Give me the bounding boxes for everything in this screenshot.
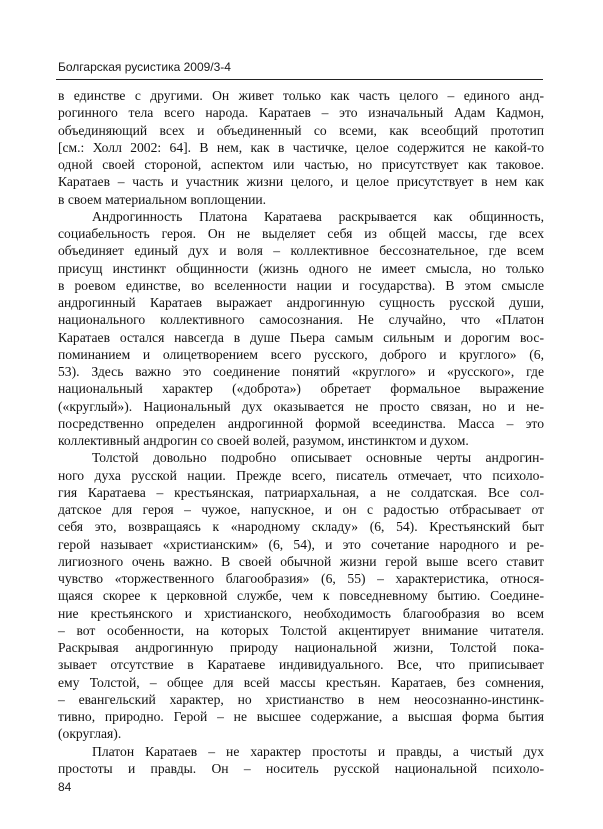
text-line: («круглый»). Национальный дух оказывается не просто связан, но и не- [58, 398, 544, 414]
text-line: щаяся скорее к церковной службе, чем к повседневному бытию. Соедине- [58, 588, 544, 604]
text-line: Андрогинность Платона Каратаева раскрывается как общинность, [92, 208, 544, 224]
text-line: Толстой довольно подробно описывает основные черты андрогин- [92, 450, 544, 466]
text-line: тивно, природно. Герой – не высшее содержание, а высшая форма бытия [58, 709, 544, 724]
text-line: гия Каратаева – крестьянская, патриархальная, а не солдатская. Все сол- [58, 484, 544, 500]
text-line: социабельность героя. Он не выделяет себя из общей массы, где всех [58, 226, 544, 241]
text-line: герой называет «христианским» (6, 54), и это сочетание народного и ре- [58, 536, 544, 552]
text-line: в роевом единстве, во вселенности нации и государства). В этом смысле [58, 277, 544, 293]
text-line: 53). Здесь важно это соединение понятий «круглого» и «русского», где [58, 364, 544, 379]
text-line: национальный характер («доброта») обретает формальное выражение [58, 381, 544, 397]
running-head-title: Болгарская русистика 2009/3-4 [58, 60, 231, 74]
text-line: Каратаев – часть и участник жизни целого, и целое присутствует в нем как [58, 174, 544, 190]
text-line: в единстве с другими. Он живет только как часть целого – единого анд- [58, 88, 544, 103]
text-line: поминанием и олицетворением всего русского, доброго и круглого» (6, [58, 346, 544, 362]
text-line: ему Толстой, – общее для всей массы крестьян. Каратаев, без сомнения, [58, 674, 544, 690]
text-line: ние крестьянского и христианского, необходимость благообразия во всем [58, 605, 544, 621]
text-line: зывает отсутствие в Каратаеве индивидуального. Все, что приписывает [58, 657, 544, 673]
text-line: ного духа русской нации. Прежде всего, писатель отмечает, что психоло- [58, 467, 544, 483]
text-line: Каратаев остался навсегда в душе Пьера самым сильным и дорогим вос- [58, 329, 544, 345]
text-line: Платон Каратаев – не характер простоты и правды, а чистый дух [92, 743, 544, 759]
text-line: присущ инстинкт общинности (жизнь одного не имеет смысла, но только [58, 260, 544, 276]
paragraph [58, 87, 544, 208]
page-number: 84 [58, 780, 72, 794]
text-line: [см.: Холл 2002: 64]. В нем, как в частичке, целое содержится не какой-то [58, 139, 544, 155]
text-line: лигиозного очень важно. В своей обычной жизни герой выше всего ставит [58, 553, 544, 569]
text-line: рогинного тела всего народа. Каратаев – это изначальный Адам Кадмон, [58, 105, 544, 121]
text-line: национального коллективного самосознания. Не случайно, что «Платон [58, 312, 544, 328]
paragraph [58, 743, 544, 778]
text-line: объединяющий всех и объединенный со всеми, как всеобщий прототип [58, 122, 544, 138]
text-line: простоты и правды. Он – носитель русской национальной психоло- [58, 760, 544, 776]
text-line: коллективный андрогин со своей волей, разумом, инстинктом и духом. [58, 433, 469, 448]
text-line: – вот особенности, на которых Толстой акцентирует внимание читателя. [58, 622, 544, 638]
paragraph [58, 208, 544, 450]
text-line: датское для героя – чужое, напускное, и он с радостью отбрасывает от [58, 502, 544, 517]
text-line: себя это, возвращаясь к «народному складу» (6, 54). Крестьянский быт [58, 519, 544, 535]
text-line: – евангельский характер, но христианство в нем неосознанно-инстинк- [58, 691, 544, 707]
text-line: чувство «торжественного благообразия» (6, 55) – характеристика, относя- [58, 571, 544, 586]
text-line: объединяет единый дух и воля – коллективное бессознательное, где всем [58, 243, 544, 259]
text-line: одной своей стороной, аспектом или частью, но присутствует как таковое. [58, 157, 544, 172]
text-line: посредственно определен андрогинной формой всеединства. Масса – это [58, 415, 544, 431]
body-text [58, 87, 544, 777]
header-rule [56, 79, 543, 80]
text-line: (округлая). [58, 726, 122, 742]
text-line: андрогинный Каратаев выражает андрогинную сущность русской души, [58, 295, 544, 310]
paragraph [58, 449, 544, 742]
text-line: в своем материальном воплощении. [58, 191, 267, 207]
text-line: Раскрывая андрогинную природу национальной жизни, Толстой пока- [58, 640, 544, 655]
